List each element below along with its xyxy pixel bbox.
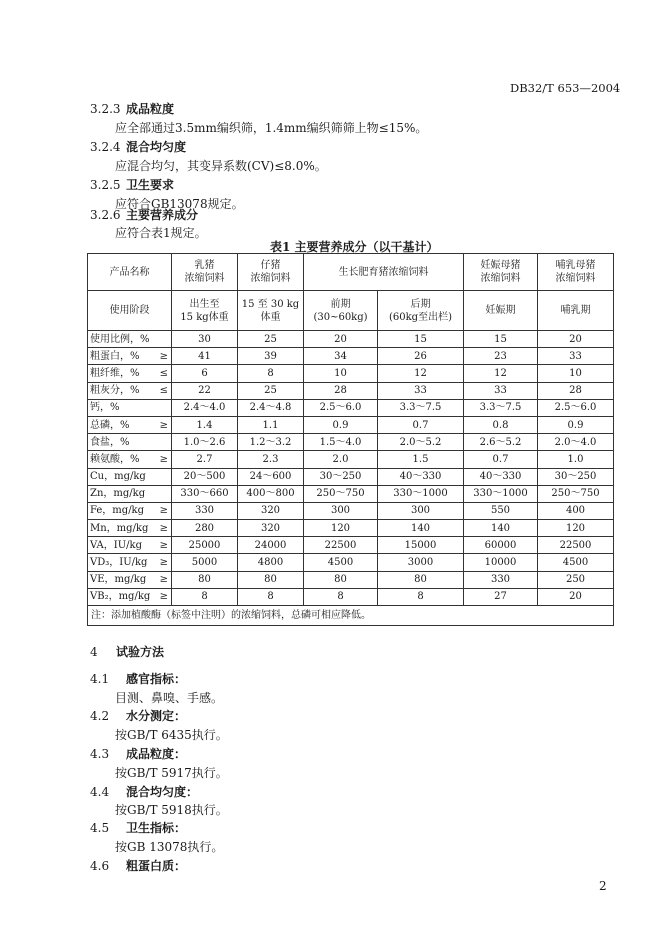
header-stage: 后期 (60kg至出栏) [378,291,464,331]
table-row [88,554,614,571]
table-note: 注：添加植酸酶（标签中注明）的浓缩饲料，总磷可相应降低。 [88,606,614,626]
section-heading: 4.4 混合均匀度： [90,785,199,799]
row-label: Cu，mg/kg [90,471,146,483]
table-cell: 26 [378,348,464,365]
section-text: 按GB/T 5917执行。 [115,766,228,780]
row-label: VA，IU/kg [90,539,142,551]
table-cell: 300 [304,502,378,519]
table-cell: 24000 [238,537,304,554]
table-cell: 1.2～3.2 [238,434,304,451]
row-comparator: ≤ [159,385,168,397]
page-number: 2 [599,879,607,893]
table-cell: 1.0～2.6 [172,434,238,451]
row-label-cell [88,537,172,554]
header-stage: 妊娠期 [464,291,538,331]
table-cell: 8 [304,588,378,605]
row-label: VE，mg/kg [90,574,147,586]
header-stage: 前期 (30~60kg) [304,291,378,331]
table-cell: 28 [538,382,614,399]
header-product: 乳猪 浓缩饲料 [172,254,238,291]
row-label-cell [88,365,172,382]
header-product-label: 产品名称 [88,254,172,291]
row-label: 粗灰分，% [90,385,140,397]
header-product: 生长肥育猪浓缩饲料 [304,254,464,291]
row-label-cell [88,451,172,468]
table-cell: 300 [378,502,464,519]
table-cell: 330～1000 [464,485,538,502]
table-cell: 2.4～4.0 [172,399,238,416]
table-row [88,485,614,502]
table-cell: 2.0～4.0 [538,434,614,451]
table-cell: 8 [238,588,304,605]
table-cell: 30～250 [304,468,378,485]
section-text: 按GB/T 6435执行。 [115,728,228,742]
row-label-cell [88,485,172,502]
table-cell: 8 [238,365,304,382]
row-label-cell [88,571,172,588]
table-cell: 33 [538,348,614,365]
table-cell: 12 [464,365,538,382]
table-title: 表1 主要营养成分（以干基计） [270,240,439,254]
table-row [88,365,614,382]
section-text: 应符合GB13078规定。 [115,197,244,211]
table-cell: 2.0～5.2 [378,434,464,451]
table-row [88,537,614,554]
table-row [88,331,614,348]
row-label: 使用比例，% [90,333,150,345]
table-cell: 39 [238,348,304,365]
table-header-row [88,254,614,291]
row-label-cell [88,399,172,416]
row-label-cell [88,468,172,485]
table-row [88,399,614,416]
table-cell: 5000 [172,554,238,571]
table-cell: 20～500 [172,468,238,485]
table-cell: 6 [172,365,238,382]
section-text: 应全部通过3.5mm编织筛，1.4mm编织筛筛上物≤15%。 [115,121,428,135]
section-heading: 4.2 水分测定： [90,709,187,723]
section-text: 目测、鼻嗅、手感。 [115,691,224,705]
section-heading: 4.5 卫生指标： [90,821,187,835]
table-cell: 20 [538,331,614,348]
row-comparator: ≥ [159,419,168,431]
row-label-cell [88,331,172,348]
table-cell: 330～660 [172,485,238,502]
row-label: 食盐，% [90,436,130,448]
row-comparator: ≥ [159,522,168,534]
section-text: 应混合均匀，其变异系数(CV)≤8.0%。 [115,159,327,173]
header-stage-label: 使用阶段 [88,291,172,331]
table-cell: 0.7 [378,416,464,433]
table-cell: 41 [172,348,238,365]
table-cell: 40～330 [378,468,464,485]
section-heading: 3.2.3 成品粒度 [90,102,175,116]
row-label: 粗纤维，% [90,367,140,379]
table-cell: 1.0 [538,451,614,468]
header-product: 妊娠母猪 浓缩饲料 [464,254,538,291]
table-cell: 140 [464,520,538,537]
table-row [88,468,614,485]
table-cell: 27 [464,588,538,605]
table-cell: 60000 [464,537,538,554]
table-cell: 4500 [304,554,378,571]
table-cell: 80 [378,571,464,588]
table-cell: 250～750 [304,485,378,502]
row-label-cell [88,416,172,433]
row-label: Fe，mg/kg [90,505,145,517]
table-cell: 0.8 [464,416,538,433]
row-label: Mn，mg/kg [90,522,149,534]
table-cell: 10 [538,365,614,382]
table-cell: 120 [538,520,614,537]
table-cell: 120 [304,520,378,537]
table-cell: 1.5 [378,451,464,468]
table-cell: 3000 [378,554,464,571]
table-cell: 3.3～7.5 [378,399,464,416]
table-cell: 80 [238,571,304,588]
row-label-cell [88,382,172,399]
row-label-cell [88,502,172,519]
row-label-cell [88,434,172,451]
table-cell: 15 [378,331,464,348]
table-cell: 8 [378,588,464,605]
table-row [88,571,614,588]
table-cell: 4500 [538,554,614,571]
table-cell: 34 [304,348,378,365]
table-row [88,382,614,399]
table-cell: 8 [172,588,238,605]
row-comparator: ≥ [159,453,168,465]
table-cell: 2.6～5.2 [464,434,538,451]
row-comparator: ≥ [159,539,168,551]
table-cell: 330～1000 [378,485,464,502]
table-stage-row [88,291,614,331]
table-cell: 30～250 [538,468,614,485]
table-cell: 12 [378,365,464,382]
table-cell: 22 [172,382,238,399]
table-cell: 2.5～6.0 [538,399,614,416]
header-product: 仔猪 浓缩饲料 [238,254,304,291]
table-cell: 250 [538,571,614,588]
table-cell: 4800 [238,554,304,571]
table-cell: 2.4～4.8 [238,399,304,416]
row-label-cell [88,588,172,605]
table-cell: 24～600 [238,468,304,485]
row-label: VD₃，IU/kg [90,557,148,569]
table-cell: 40～330 [464,468,538,485]
row-label: VB₂，mg/kg [90,591,151,603]
section-heading: 3.2.5 卫生要求 [90,178,175,192]
table-row [88,348,614,365]
section-text: 按GB 13078执行。 [115,840,224,854]
section-heading: 4.6 粗蛋白质： [90,859,187,873]
table-cell: 1.5～4.0 [304,434,378,451]
section-text: 应符合表1规定。 [115,226,207,240]
table-cell: 25 [238,382,304,399]
section-heading: 3.2.4 混合均匀度 [90,140,187,154]
section-heading: 4.3 成品粒度： [90,747,187,761]
table-row [88,502,614,519]
table-cell: 320 [238,502,304,519]
row-comparator: ≥ [159,350,168,362]
table-cell: 2.7 [172,451,238,468]
row-comparator: ≥ [159,557,168,569]
row-comparator: ≥ [159,591,168,603]
standard-code: DB32/T 653—2004 [510,81,621,95]
table-cell: 15000 [378,537,464,554]
row-label-cell [88,348,172,365]
table-cell: 400～800 [238,485,304,502]
table-row [88,588,614,605]
row-label: 粗蛋白，% [90,350,140,362]
row-comparator: ≥ [159,574,168,586]
section-heading: 3.2.6 主要营养成分 [90,208,199,222]
table-row [88,416,614,433]
header-stage: 哺乳期 [538,291,614,331]
table-cell: 80 [172,571,238,588]
table-cell: 0.9 [304,416,378,433]
table-cell: 2.3 [238,451,304,468]
table-cell: 550 [464,502,538,519]
table-cell: 23 [464,348,538,365]
table-cell: 400 [538,502,614,519]
table-cell: 330 [464,571,538,588]
header-stage: 15 至 30 kg 体重 [238,291,304,331]
section-heading: 4.1 感官指标： [90,672,187,686]
row-label-cell [88,554,172,571]
table-cell: 250～750 [538,485,614,502]
table-row [88,434,614,451]
row-label: Zn，mg/kg [90,488,146,500]
table-cell: 15 [464,331,538,348]
table-cell: 2.0 [304,451,378,468]
table-cell: 1.1 [238,416,304,433]
row-label: 钙，% [90,402,120,414]
table-cell: 30 [172,331,238,348]
table-cell: 20 [538,588,614,605]
table-cell: 1.4 [172,416,238,433]
row-label: 总磷，% [90,419,130,431]
header-product: 哺乳母猪 浓缩饲料 [538,254,614,291]
nutrient-table [87,253,614,626]
table-cell: 330 [172,502,238,519]
table-cell: 10 [304,365,378,382]
table-cell: 20 [304,331,378,348]
row-comparator: ≥ [159,505,168,517]
table-cell: 320 [238,520,304,537]
table-cell: 0.7 [464,451,538,468]
row-label: 赖氨酸，% [90,453,140,465]
table-cell: 28 [304,382,378,399]
header-stage: 出生至 15 kg体重 [172,291,238,331]
table-cell: 3.3～7.5 [464,399,538,416]
table-cell: 0.9 [538,416,614,433]
table-cell: 22500 [304,537,378,554]
table-cell: 80 [304,571,378,588]
table-cell: 22500 [538,537,614,554]
row-label-cell [88,520,172,537]
table-cell: 33 [464,382,538,399]
table-cell: 280 [172,520,238,537]
table-cell: 25000 [172,537,238,554]
table-cell: 33 [378,382,464,399]
row-comparator: ≤ [159,367,168,379]
table-note-row [88,606,614,626]
section-heading: 4 试验方法 [90,645,165,659]
table-row [88,520,614,537]
table-cell: 25 [238,331,304,348]
table-cell: 2.5～6.0 [304,399,378,416]
table-row [88,451,614,468]
section-text: 按GB/T 5918执行。 [115,803,228,817]
table-cell: 10000 [464,554,538,571]
table-cell: 140 [378,520,464,537]
